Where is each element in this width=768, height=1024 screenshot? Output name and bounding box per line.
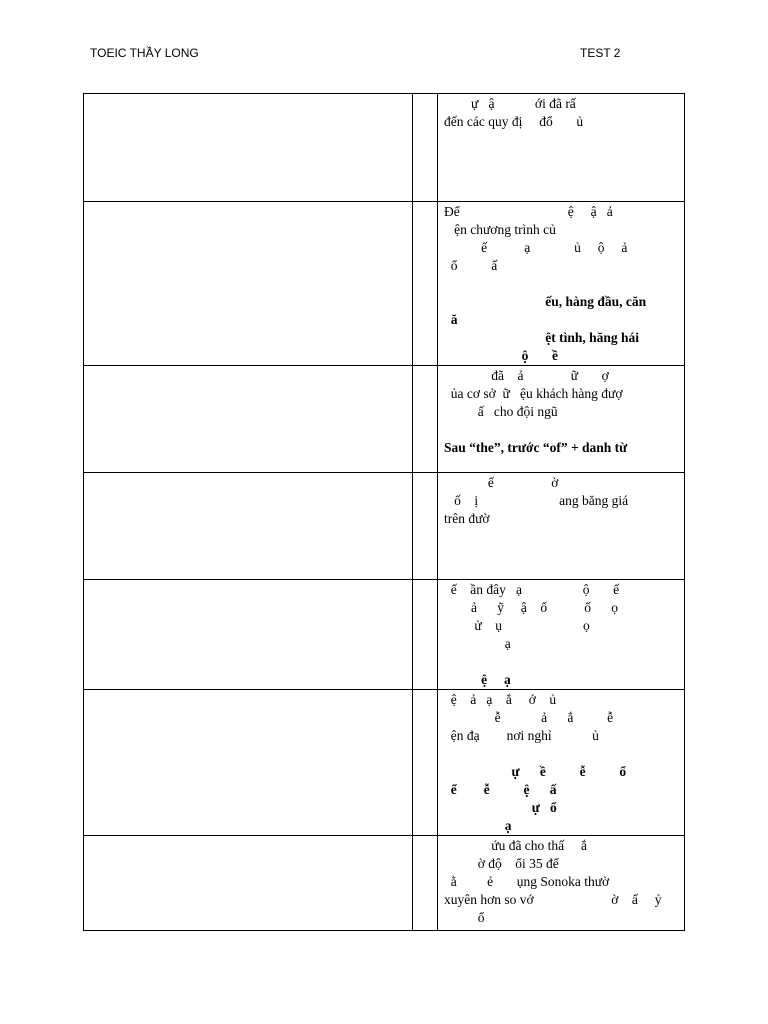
table-row (84, 94, 685, 202)
explanation-line: ử ụ ọ (444, 618, 590, 633)
question-cell (84, 202, 413, 366)
explanation-line: trên đườ (444, 511, 490, 526)
explanation-line: xuyên hơn so vớ ờ ấ ỷ (444, 892, 662, 907)
explanation-line: ện chương trình củ (444, 222, 556, 237)
answer-cell (413, 690, 438, 836)
explanation-line: ứu đã cho thấ ắ (444, 838, 588, 853)
explanation-line: ạ (444, 818, 512, 833)
explanation-cell (438, 473, 685, 580)
answer-cell (413, 94, 438, 202)
answer-cell (413, 836, 438, 931)
explanation-line: ổ (444, 910, 485, 925)
explanation-line: ả ỹ ậ ố ố ọ (444, 600, 618, 615)
explanation-line: ếu, hàng đầu, căn (444, 294, 647, 309)
explanation-cell (438, 366, 685, 473)
question-cell (84, 366, 413, 473)
explanation-line: ộ ề (444, 348, 558, 363)
explanation-line (444, 421, 680, 439)
explanation-line: ờ độ ổi 35 đế (444, 856, 559, 871)
answer-cell (413, 473, 438, 580)
header-test-label: TEST 2 (580, 46, 621, 60)
explanation-line: đến các quy đị đổ ủ (444, 114, 584, 129)
answer-cell (413, 366, 438, 473)
table-row (84, 836, 685, 931)
explanation-line: ế ần đây ạ ộ ế (444, 582, 620, 597)
question-cell (84, 580, 413, 690)
explanation-line (444, 653, 680, 671)
table-row (84, 202, 685, 366)
answer-cell (413, 202, 438, 366)
explanation-line: ấ cho đội ngũ (444, 404, 558, 419)
table-row (84, 366, 685, 473)
explanation-line: ế ờ (444, 475, 559, 490)
question-cell (84, 473, 413, 580)
table-row (84, 473, 685, 580)
question-cell (84, 690, 413, 836)
explanation-line: ằ ẻ ụng Sonoka thườ (444, 874, 610, 889)
explanation-line: ế ạ ủ ộ ả (444, 240, 628, 255)
explanation-line: đã ả ữ ợ (444, 368, 609, 383)
explanation-line: ể ễ ệ ấ (444, 782, 557, 797)
explanation-line: ạ (444, 636, 511, 651)
answer-cell (413, 580, 438, 690)
explanation-line: ủa cơ sở ữ ệu khách hàng đượ (444, 386, 623, 401)
explanation-line: ệ ả ạ ắ ớ ủ (444, 692, 557, 707)
explanation-line: ổ ấ (444, 258, 498, 273)
explanation-line: ố ị ang băng giá (444, 493, 629, 508)
table-row (84, 690, 685, 836)
explanation-line: ă (444, 312, 458, 327)
explanation-line (444, 275, 680, 293)
explanation-cell (438, 94, 685, 202)
explanation-line: ệt tình, hăng hái (444, 330, 640, 345)
explanation-cell (438, 580, 685, 690)
explanation-line: ự ổ (444, 800, 557, 815)
explanation-line (444, 745, 680, 763)
explanation-line: ự ậ ới đã rấ (444, 96, 576, 111)
explanation-line: ện đạ nơi nghỉ ủ (444, 728, 599, 743)
explanation-line: ệ ạ (444, 672, 511, 687)
header-left-title: TOEIC THẦY LONG (90, 46, 199, 60)
question-cell (84, 94, 413, 202)
question-cell (84, 836, 413, 931)
explanation-cell (438, 202, 685, 366)
explanation-line: ự ề ễ ổ (444, 764, 627, 779)
explanation-line: Để ệ ậ ả (444, 204, 613, 219)
table-row (84, 580, 685, 690)
explanation-line: ễ ả ắ ễ (444, 710, 614, 725)
explanation-cell (438, 690, 685, 836)
answer-table (83, 93, 685, 931)
explanation-line: Sau “the”, trước “of” + danh từ (444, 440, 628, 455)
explanation-cell (438, 836, 685, 931)
